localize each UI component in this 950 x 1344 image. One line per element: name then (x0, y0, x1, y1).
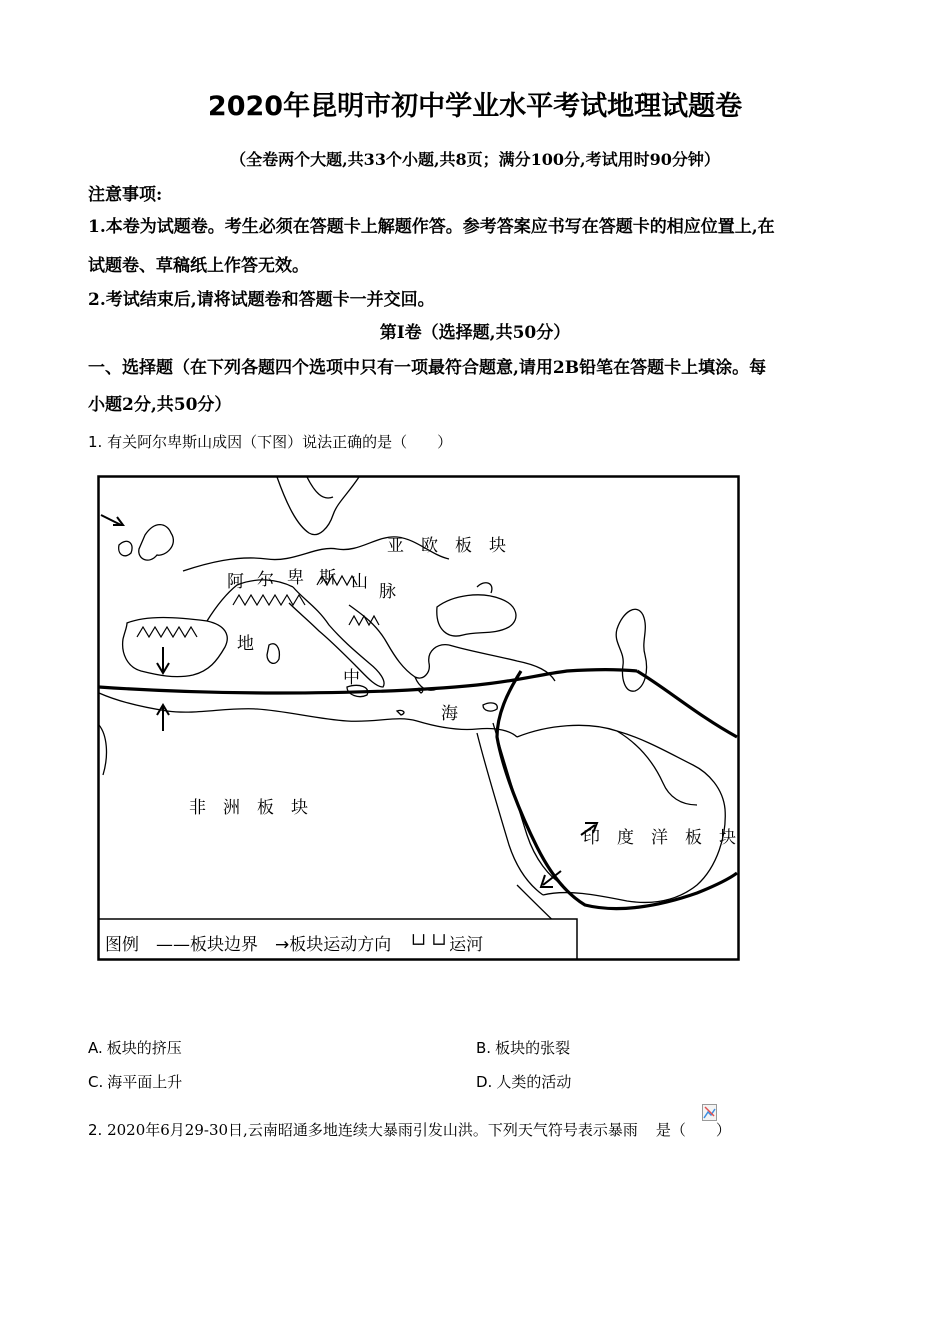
label-sea-1: 地 (237, 634, 254, 654)
question-2-text: 2020年6月29-30日,云南昭通多地连续大暴雨引发山洪。下列天气符号表示暴雨 (107, 1121, 638, 1139)
option-c[interactable] (88, 1071, 182, 1092)
option-d-text: 人类的活动 (496, 1073, 572, 1091)
notice-item-1-line-2: 试题卷、草稿纸上作答无效。 (88, 256, 309, 276)
question-1-text: 有关阿尔卑斯山成因（下图）说法正确的是（ ） (107, 433, 453, 451)
label-african-plate: 非 洲 板 块 (189, 798, 308, 818)
label-alps-2: 尔 (257, 570, 274, 590)
question-1-number: 1. (88, 433, 103, 451)
label-sea-2: 中 (343, 668, 360, 688)
option-d[interactable] (476, 1071, 571, 1092)
option-a-letter: A. (88, 1039, 103, 1057)
label-eurasian-plate: 亚 欧 板 块 (387, 536, 506, 556)
question-2-number: 2. (88, 1121, 103, 1139)
part1-instructions-line-1: 一、选择题（在下列各题四个选项中只有一项最符合题意,请用2B铅笔在答题卡上填涂。每 (88, 358, 767, 378)
label-alps-3: 卑 (287, 568, 304, 588)
question-2-text-end: 是（ ） (655, 1121, 731, 1139)
option-c-letter: C. (88, 1073, 104, 1091)
question-2 (88, 1119, 731, 1140)
question-1 (88, 431, 452, 452)
notice-item-2: 2.考试结束后,请将试题卷和答题卡一并交回。 (88, 290, 435, 310)
option-d-letter: D. (476, 1073, 493, 1091)
option-a-text: 板块的挤压 (106, 1039, 182, 1057)
notice-item-1-line-1: 1.本卷为试题卷。考生必须在答题卡上解题作答。参考答案应书写在答题卡的相应位置上,在 (88, 217, 775, 237)
label-alps-1: 阿 (227, 572, 244, 592)
option-b-text: 板块的张裂 (495, 1039, 571, 1057)
broken-image-icon (702, 1104, 717, 1121)
section-title: 第Ⅰ卷（选择题,共50分） (379, 323, 571, 343)
label-sea-3: 海 (441, 704, 458, 724)
label-indian-plate: 印 度 洋 板 块 (583, 828, 736, 848)
option-b[interactable] (476, 1037, 570, 1058)
option-b-letter: B. (476, 1039, 492, 1057)
page-title: 2020年昆明市初中学业水平考试地理试题卷 (207, 91, 743, 122)
label-alps-4: 斯 (319, 568, 336, 588)
part1-instructions-line-2: 小题2分,共50分） (88, 395, 232, 415)
option-c-text: 海平面上升 (107, 1073, 183, 1091)
label-alps-6: 脉 (379, 582, 396, 602)
plate-map-figure (97, 475, 740, 961)
notice-heading: 注意事项: (88, 185, 163, 205)
map-legend: 图例 ——板块边界 →板块运动方向 └┘└┘运河 (105, 935, 484, 955)
plate-map (97, 475, 740, 961)
exam-subtitle: （全卷两个大题,共33个小题,共8页；满分100分,考试用时90分钟） (230, 150, 720, 169)
label-alps-5: 山 (351, 572, 368, 592)
option-a[interactable] (88, 1037, 182, 1058)
